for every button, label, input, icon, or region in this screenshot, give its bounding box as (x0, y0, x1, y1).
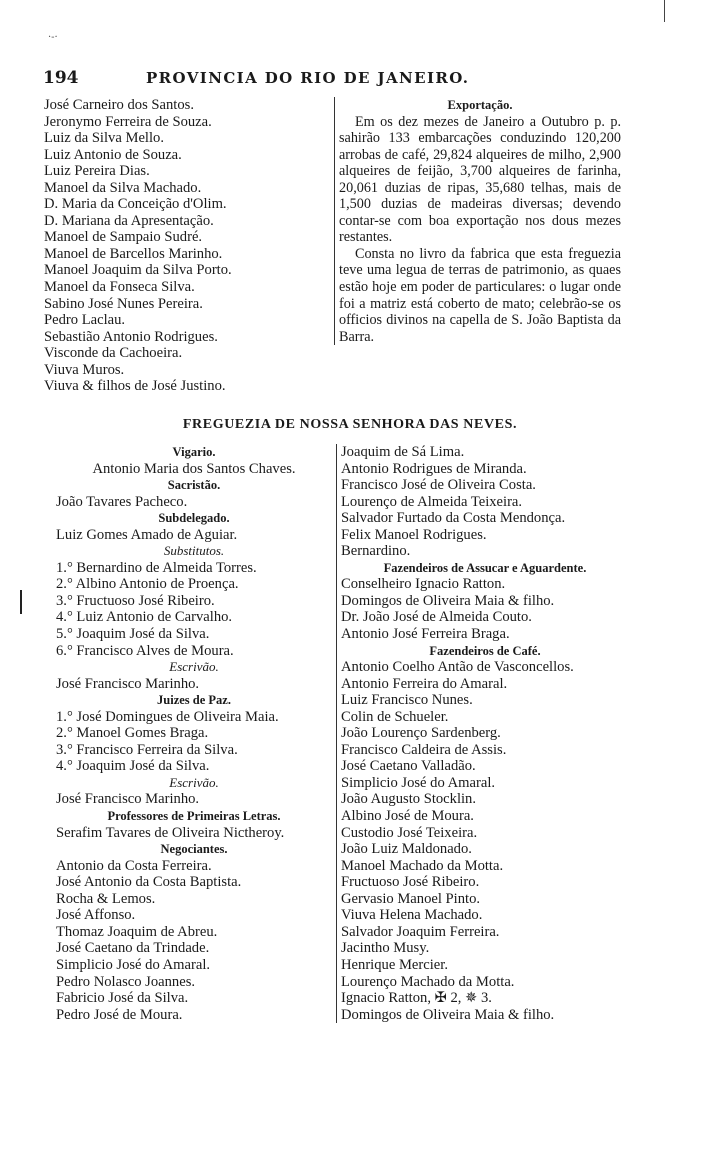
exportacao-column (334, 97, 621, 345)
list-item: Lourenço de Almeida Teixeira. (341, 493, 523, 510)
list-item: Rocha & Lemos. (56, 890, 156, 907)
list-item: João Augusto Stocklin. (341, 791, 476, 808)
printer-mark: ·-· (48, 32, 58, 43)
section-heading: Sacristão. (167, 478, 221, 493)
list-item: Manoel da Fonseca Silva. (44, 279, 195, 296)
list-item: Manoel de Sampaio Sudré. (44, 229, 203, 246)
exportacao-paragraph: Em os dez mezes de Janeiro a Outubro p. p. sahirão 133 embarcações conduzindo 120,200 arrobas de café, 29,824 alqueires de milho, 2,900 alqueires de feijão, 3,700 alqueires de farinha, 20,061 duzias de ripas, 35,680 telhas, mais de 1,500 duzias de madeiras diversas; devendo contar-se com boa exportação nos dous mezes restantes. (339, 113, 621, 246)
list-item: Luiz da Silva Mello. (44, 130, 164, 147)
list-item: Henrique Mercier. (341, 956, 448, 973)
list-item: Viuva Helena Machado. (341, 907, 483, 924)
list-item: Luiz Pereira Dias. (44, 163, 150, 180)
list-item: Viuva & filhos de José Justino. (44, 378, 226, 395)
list-item: Pedro José de Moura. (56, 1006, 183, 1023)
section-heading: Fazendeiros de Assucar e Aguardente. (383, 560, 587, 575)
margin-mark (20, 590, 22, 614)
role-heading: Escrivão. (169, 774, 219, 790)
list-item: Manoel da Silva Machado. (44, 179, 202, 196)
list-item: Joaquim de Sá Lima. (341, 444, 465, 460)
section-heading: Negociantes. (160, 842, 228, 857)
list-item: Manoel Machado da Motta. (341, 857, 504, 874)
list-item: José Carneiro dos Santos. (44, 97, 194, 113)
list-item: Luiz Francisco Nunes. (341, 692, 473, 709)
bottom-right-directory (336, 444, 633, 1023)
list-item: Antonio da Costa Ferreira. (56, 857, 212, 874)
list-item: 3.° Fructuoso José Ribeiro. (56, 592, 215, 609)
list-item: Lourenço Machado da Motta. (341, 973, 515, 990)
list-item: Antonio Ferreira do Amaral. (341, 675, 508, 692)
list-item: Manoel de Barcellos Marinho. (44, 245, 223, 262)
list-item: Francisco José de Oliveira Costa. (341, 477, 536, 494)
list-item: Albino José de Moura. (341, 808, 474, 825)
list-item: Felix Manoel Rodrigues. (341, 526, 487, 543)
list-item: Simplicio José do Amaral. (56, 956, 211, 973)
list-item: Sabino José Nunes Pereira. (44, 295, 203, 312)
list-item: 4.° Luiz Antonio de Carvalho. (56, 609, 233, 626)
list-item: D. Maria da Conceição d'Olim. (44, 196, 227, 213)
list-item: Antonio Coelho Antão de Vasconcellos. (341, 659, 574, 676)
list-item: José Affonso. (56, 907, 136, 924)
list-item: Visconde da Cachoeira. (44, 345, 183, 362)
list-item: João Luiz Maldonado. (341, 841, 472, 858)
role-heading: Substitutos. (163, 543, 225, 559)
list-item: José Caetano Valladão. (341, 758, 476, 775)
list-item: Serafim Tavares de Oliveira Nictheroy. (56, 824, 285, 841)
section-heading: Vigario. (172, 445, 216, 459)
list-item: Gervasio Manoel Pinto. (341, 890, 481, 907)
running-title: PROVINCIA DO RIO DE JANEIRO. (146, 69, 470, 87)
list-item: Custodio José Teixeira. (341, 824, 478, 841)
list-item: Salvador Furtado da Costa Mendonça. (341, 510, 566, 527)
list-item: Jacintho Musy. (341, 940, 430, 957)
section-heading: Subdelegado. (158, 511, 230, 526)
edge-rule (664, 0, 665, 22)
list-item: João Tavares Pacheco. (56, 493, 188, 510)
list-item: Colin de Schueler. (341, 708, 449, 725)
list-item: 2.° Manoel Gomes Braga. (56, 725, 209, 742)
list-item: 1.° José Domingues de Oliveira Maia. (56, 708, 279, 725)
list-item: Luiz Gomes Amado de Aguiar. (56, 526, 238, 543)
list-item: 2.° Albino Antonio de Proença. (56, 576, 239, 593)
section-heading: Professores de Primeiras Letras. (107, 809, 281, 824)
section-heading: Juizes de Paz. (157, 693, 231, 708)
list-item: 5.° Joaquim José da Silva. (56, 626, 210, 643)
list-item: Salvador Joaquim Ferreira. (341, 923, 500, 940)
list-item: Jeronymo Ferreira de Souza. (44, 113, 212, 130)
list-item: Francisco Caldeira de Assis. (341, 741, 507, 758)
list-item: Dr. João José de Almeida Couto. (341, 609, 532, 626)
list-item: José Francisco Marinho. (56, 675, 200, 692)
list-item: Thomaz Joaquim de Abreu. (56, 923, 218, 940)
top-left-name-list (44, 97, 232, 395)
page-header (43, 68, 643, 90)
bottom-left-directory (56, 444, 332, 1023)
list-item: Fructuoso José Ribeiro. (341, 874, 480, 891)
list-item: D. Mariana da Apresentação. (44, 212, 214, 229)
role-heading: Escrivão. (169, 659, 219, 675)
section-title: FREGUEZIA DE NOSSA SENHORA DAS NEVES. (182, 417, 518, 432)
list-item: Domingos de Oliveira Maia & filho. (341, 1006, 555, 1023)
list-item: Conselheiro Ignacio Ratton. (341, 576, 506, 593)
list-item: Antonio Rodrigues de Miranda. (341, 460, 527, 477)
list-item: Antonio Maria dos Santos Chaves. (92, 460, 296, 477)
list-item: Fabricio José da Silva. (56, 990, 189, 1007)
list-item: 1.° Bernardino de Almeida Torres. (56, 559, 257, 576)
list-item: José Caetano da Trindade. (56, 940, 210, 957)
list-item: Simplicio José do Amaral. (341, 774, 496, 791)
list-item: Pedro Laclau. (44, 312, 126, 329)
list-item: 4.° Joaquim José da Silva. (56, 758, 210, 775)
list-item: Viuva Muros. (44, 361, 125, 378)
patrimonio-paragraph: Consta no livro da fabrica que esta freguezia teve uma legua de terras de patrimonio, as quaes estão hoje em poder de particulares: o lugar onde foi a matriz está coberto de mato; celebrão-se os officios divinos na capella de S. João Baptista da Barra. (339, 245, 621, 345)
list-item: José Antonio da Costa Baptista. (56, 874, 242, 891)
list-item: José Francisco Marinho. (56, 791, 200, 808)
list-item: Ignacio Ratton, ✠ 2, ✵ 3. (341, 990, 492, 1007)
list-item: Luiz Antonio de Souza. (44, 146, 182, 163)
list-item: Bernardino. (341, 543, 411, 560)
exportacao-heading: Exportação. (447, 98, 513, 112)
list-item: Pedro Nolasco Joannes. (56, 973, 196, 990)
list-item: Sebastião Antonio Rodrigues. (44, 328, 218, 345)
list-item: João Lourenço Sardenberg. (341, 725, 501, 742)
section-heading: Fazendeiros de Café. (429, 643, 541, 658)
list-item: Antonio José Ferreira Braga. (341, 626, 510, 643)
list-item: 6.° Francisco Alves de Moura. (56, 642, 234, 659)
list-item: 3.° Francisco Ferreira da Silva. (56, 741, 238, 758)
page-number: 194 (43, 68, 79, 88)
list-item: Manoel Joaquim da Silva Porto. (44, 262, 232, 279)
list-item: Domingos de Oliveira Maia & filho. (341, 592, 555, 609)
